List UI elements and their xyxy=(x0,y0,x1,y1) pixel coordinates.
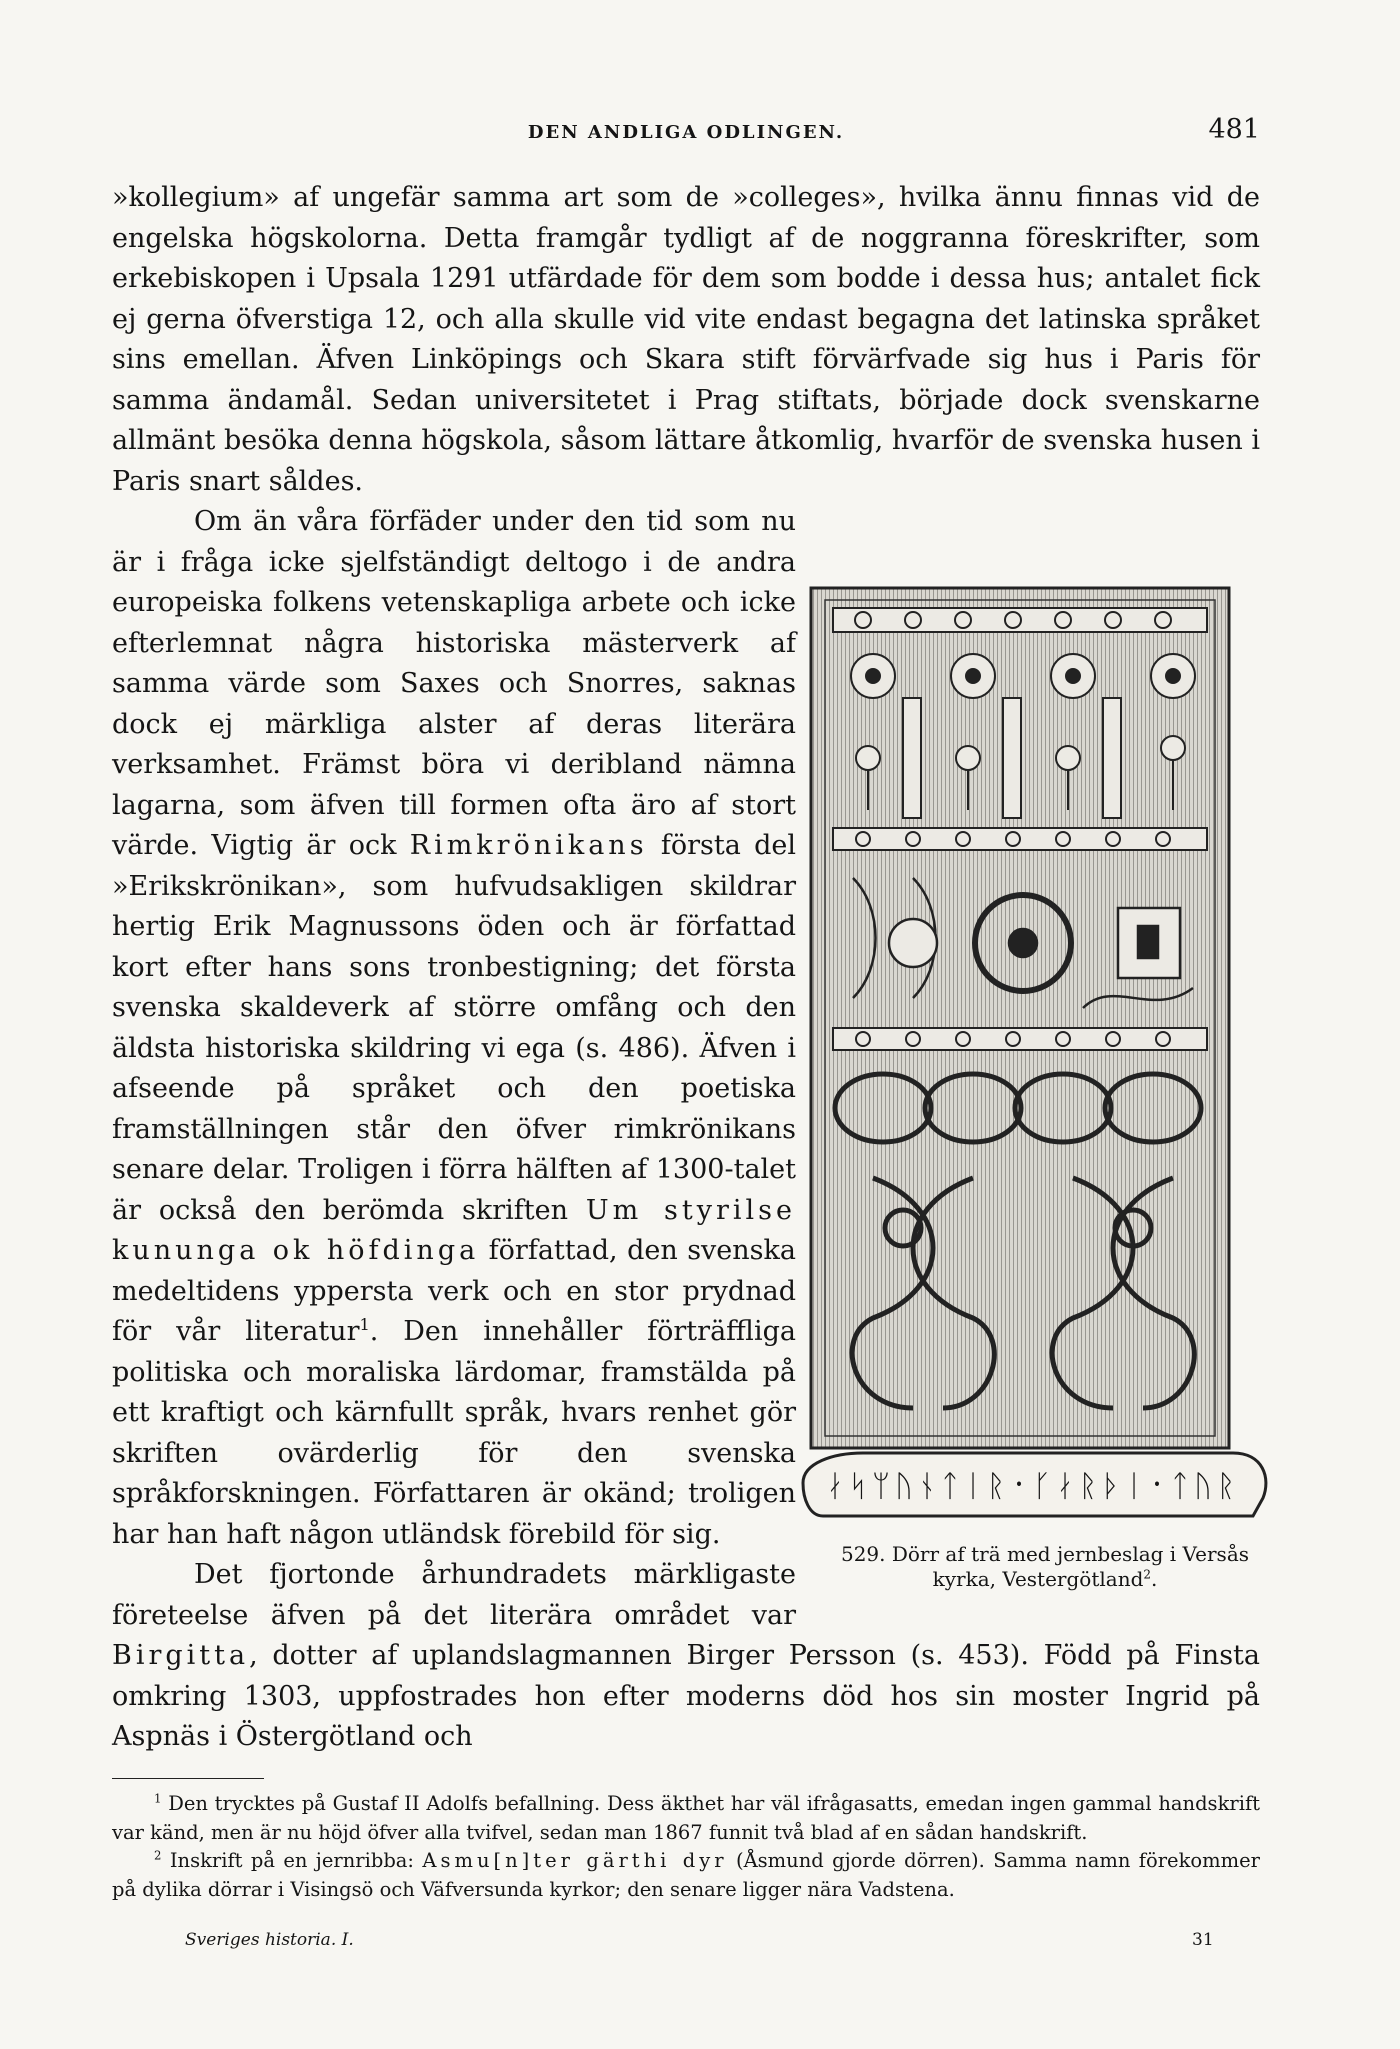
footnote-ref-1: 1 xyxy=(359,1315,370,1334)
footnotes xyxy=(112,1790,1260,1904)
page-number: 481 xyxy=(1208,114,1260,145)
footnote-2-inscription: Asmu[n]ter gärthi dyr xyxy=(422,1849,728,1872)
paragraph-2-text-a: Om än våra förfäder under den tid som nu är i fråga icke sjelfständigt deltogo i de andra europeiska folkens vetenskapliga arbete och icke efterlemnat några historiska mästerverk af samma värde som Saxes och Snorres, saknas dock ej märkliga alster af deras literära verksamhet. Främst böra vi deribland nämna lagarna, som äfven till formen ofta äro af stort värde. Vigtig är ock xyxy=(112,506,796,861)
figure-number: 529. xyxy=(840,1542,886,1566)
paragraph-3-text-b: , dotter af uplandslagmannen Birger Persson (s. 453). Född på Finsta omkring 1303, uppfostrades hon efter moderns död hos sin moster Ingrid på Aspnäs i Östergötland och xyxy=(112,1640,1260,1752)
footnote-2-mark: 2 xyxy=(154,1848,162,1863)
footnote-2 xyxy=(112,1847,1260,1904)
sheet-number: 31 xyxy=(1192,1930,1214,1950)
rune-rib xyxy=(803,1453,1266,1516)
top-band xyxy=(833,608,1207,632)
rune-inscription: ᛅᛋᛘᚢᚾᛏᛁᚱ᛫ᚴᛅᚱᚦᛁ᛫ᛏᚢᚱ xyxy=(826,1469,1240,1504)
footnote-1-text: Den trycktes på Gustaf II Adolfs befallning. Dess äkthet har väl ifrågasatts, emedan ingen gammal handskrift var känd, men är nu höjd öfver alla tvifvel, sedan man 1867 funnit två blad af en sådan handskrift. xyxy=(112,1792,1260,1844)
door-figure xyxy=(793,548,1277,1568)
footnote-rule xyxy=(112,1778,264,1779)
paragraph-3-text-a: Det fjortonde århundradets märkligaste företeelse äfven på det literära området var xyxy=(112,1559,796,1631)
footnote-2-text-a: Inskrift på en jernribba: xyxy=(169,1849,423,1872)
running-head: DEN ANDLIGA ODLINGEN. xyxy=(527,122,845,143)
door-illustration xyxy=(793,548,1277,1568)
page-header xyxy=(112,114,1260,154)
paragraph-2-text-c: författad, den svenska medeltidens yppersta verk och en stor prydnad för vår literatur xyxy=(112,1235,796,1347)
figure-caption xyxy=(825,1542,1265,1592)
footnote-2-text-b: (Åsmund gjorde dörren). Samma namn förekommer på dylika dörrar i Visingsö och Väfversunda kyrkor; den senare ligger nära Vadstena. xyxy=(112,1849,1260,1901)
footnote-1 xyxy=(112,1790,1260,1847)
paragraph-2-text-b: första del »Erikskrönikan», som hufvudsakligen skildrar hertig Erik Magnussons öden och är författad kort efter hans sons tronbestigning; det första svenska skaldeverk af större omfång och den äldsta historiska skildring vi ega (s. 486). Äfven i afseende på språket och den poetiska framställningen står den öfver rimkrönikans senare delar. Troligen i förra hälften af 1300-talet är också den berömda skriften xyxy=(112,830,797,1226)
birgitta-spaced: Birgitta xyxy=(112,1640,250,1671)
rimkronikans-spaced: Rimkrönikans xyxy=(409,830,648,861)
footnote-ref-2: 2 xyxy=(1143,1567,1152,1582)
paragraph-2-text-d: . Den innehåller förträffliga politiska och moraliska lärdomar, framstälda på ett kraftigt och kärnfullt språk, hvars renhet gör skriften ovärderlig för den svenska språkforskningen. Författaren är okänd; troligen har han haft någon utländsk förebild för sig. xyxy=(112,1316,796,1550)
rivet-band-2 xyxy=(833,1028,1207,1050)
um-styrilse-spaced: Um styrilse kununga ok höfdinga xyxy=(112,1194,796,1266)
figure-caption-text: Dörr af trä med jernbeslag i Versås kyrka, Vestergötland xyxy=(891,1542,1250,1591)
footnote-1-mark: 1 xyxy=(154,1791,162,1806)
caption-period: . xyxy=(1151,1567,1158,1591)
rivet-band-1 xyxy=(833,828,1207,850)
printer-signature: Sveriges historia. I. xyxy=(185,1930,354,1950)
paragraph-1: »kollegium» af ungefär samma art som de »colleges», hvilka ännu finnas vid de engelska högskolorna. Detta framgår tydligt af de noggranna föreskrifter, som erkebiskopen i Upsala 1291 utfärdade för dem som bodde i dessa hus; antalet fick ej gerna öfverstiga 12, och alla skulle vid vite endast begagna det latinska språket sins emellan. Äfven Linköpings och Skara stift förvärfvade sig hus i Paris för samma ändamål. Sedan universitetet i Prag stiftats, började dock svenskarne allmänt besöka denna högskola, såsom lättare åtkomlig, hvarför de svenska husen i Paris snart såldes. xyxy=(112,182,1260,497)
